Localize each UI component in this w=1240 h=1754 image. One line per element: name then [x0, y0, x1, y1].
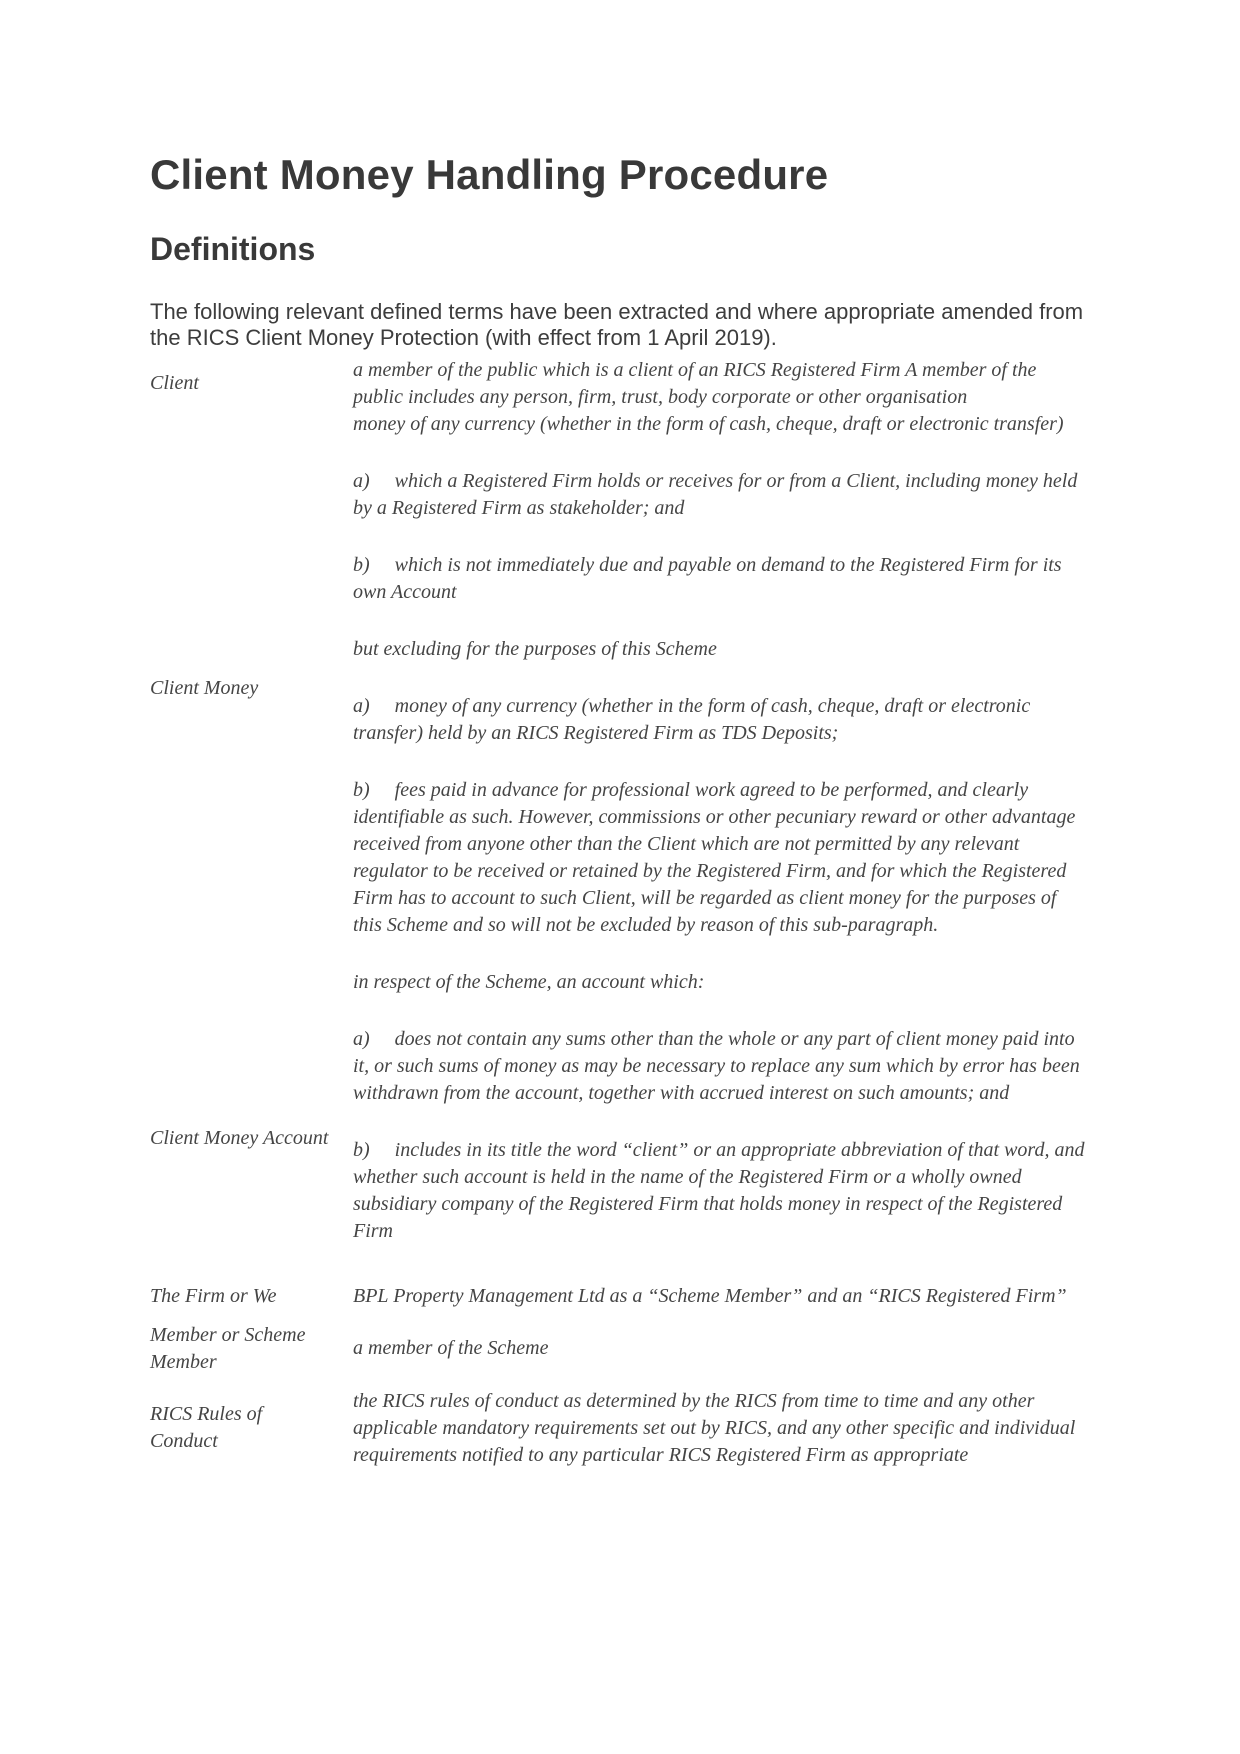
- term-cell-member-or-scheme-member: Member or Scheme Member: [150, 1323, 306, 1373]
- definition-paragraph: the RICS rules of conduct as determined by the RICS from time to time and any other applicable mandatory requirements set out by RICS, and any other specific and individual requirements notified to any particular RICS Registered Firm as appropriate: [353, 1389, 1076, 1466]
- term-cell-client: Client: [150, 372, 199, 395]
- definition-cell-client-money: [353, 411, 1090, 939]
- definition-paragraph: b) which is not immediately due and payable on demand to the Registered Firm for its own Account: [353, 553, 1062, 603]
- definition-cell-member-or-scheme-member: [353, 1335, 1090, 1362]
- section-heading: Definitions: [150, 231, 316, 268]
- definition-paragraph: money of any currency (whether in the form of cash, cheque, draft or electronic transfer): [353, 412, 1064, 435]
- document-page: [150, 150, 1090, 1469]
- term-cell-rics-rules-of-conduct: RICS Rules of Conduct: [150, 1403, 263, 1453]
- definition-row-rics-rules-of-conduct: [150, 1388, 1090, 1469]
- term-cell-the-firm-or-we: The Firm or We: [150, 1284, 277, 1307]
- definition-row-client-money-account: [150, 969, 1090, 1245]
- definition-paragraph: a) which a Registered Firm holds or receives for or from a Client, including money held by a Registered Firm as stakeholder; and: [353, 469, 1078, 519]
- intro-paragraph: The following relevant defined terms have been extracted and where appropriate amended from the RICS Client Money Protection (with effect from 1 April 2019).: [150, 298, 1084, 350]
- definition-cell-rics-rules-of-conduct: [353, 1388, 1090, 1469]
- definition-paragraph: a) money of any currency (whether in the form of cash, cheque, draft or electronic transfer) held by an RICS Registered Firm as TDS Deposits;: [353, 694, 1031, 744]
- definitions-table: [150, 357, 1090, 1469]
- term-cell-client-money: Client Money: [150, 677, 259, 700]
- term-cell-client-money-account: Client Money Account: [150, 1127, 329, 1150]
- document-title: Client Money Handling Procedure: [150, 151, 829, 198]
- definition-row-the-firm-or-we: [150, 1283, 1090, 1310]
- definition-paragraph: but excluding for the purposes of this Scheme: [353, 637, 717, 660]
- definition-cell-client: [353, 357, 1090, 411]
- definition-paragraph: a member of the Scheme: [353, 1337, 549, 1360]
- definition-cell-client-money-account: [353, 969, 1090, 1245]
- definition-paragraph: a member of the public which is a client of an RICS Registered Firm A member of the public includes any person, firm, trust, body corporate or other organisation: [353, 358, 1037, 408]
- definition-paragraph: a) does not contain any sums other than the whole or any part of client money paid into it, or such sums of money as may be necessary to replace any sum which by error has been withdrawn from the account, together with accrued interest on such amounts; and: [353, 1027, 1080, 1104]
- definition-row-member-or-scheme-member: [150, 1322, 1090, 1376]
- definition-paragraph: in respect of the Scheme, an account which:: [353, 970, 705, 993]
- definition-paragraph: b) fees paid in advance for professional work agreed to be performed, and clearly identifiable as such. However, commissions or other pecuniary reward or other advantage received from anyone other than the Client which are not permitted by any relevant regulator to be received or retained by the Registered Firm, and for which the Registered Firm has to account to such Client, will be regarded as client money for the purposes of this Scheme and so will not be excluded by reason of this sub-paragraph.: [353, 778, 1076, 936]
- definition-row-client: [150, 357, 1090, 411]
- definition-paragraph: b) includes in its title the word “client” or an appropriate abbreviation of that word, and whether such account is held in the name of the Registered Firm or a wholly owned subsidiary company of the Registered Firm that holds money in respect of the Registered Firm: [353, 1138, 1085, 1242]
- definition-paragraph: BPL Property Management Ltd as a “Scheme Member” and an “RICS Registered Firm”: [353, 1284, 1067, 1307]
- definition-row-client-money: [150, 411, 1090, 939]
- definition-cell-the-firm-or-we: [353, 1283, 1090, 1310]
